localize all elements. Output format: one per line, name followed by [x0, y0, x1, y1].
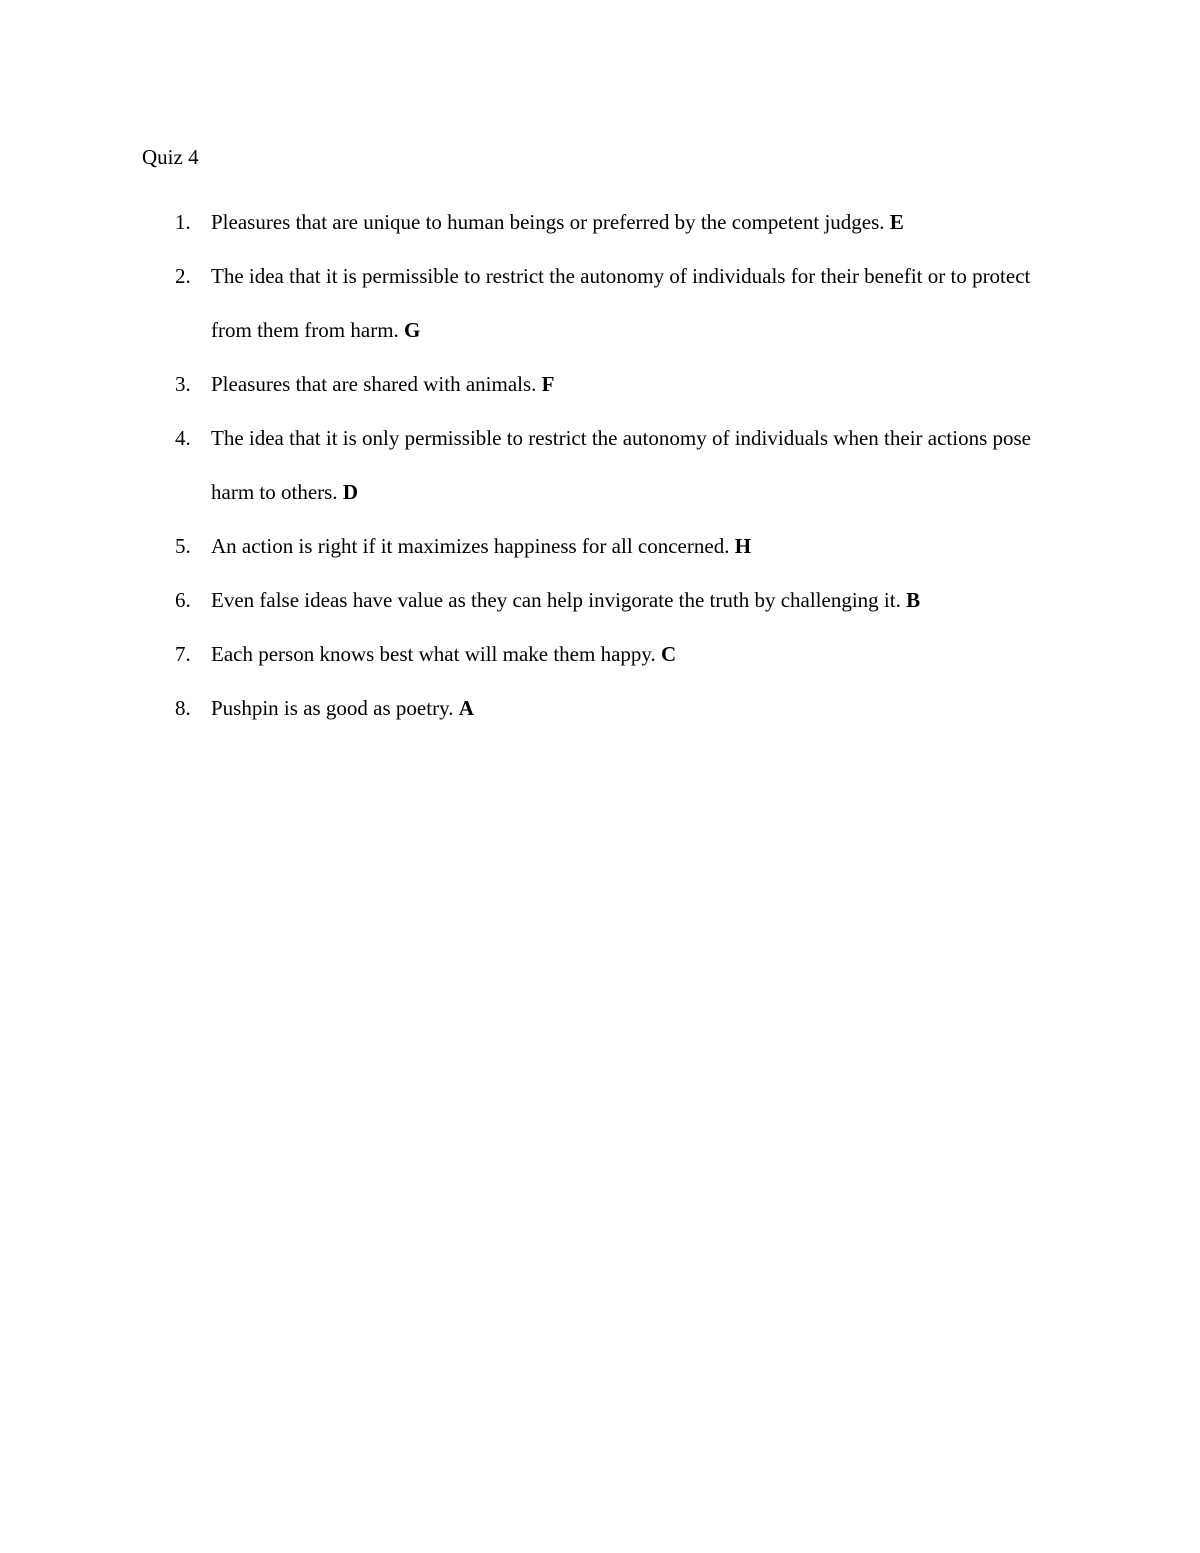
quiz-title: Quiz 4: [142, 145, 199, 169]
quiz-item-6: [0, 573, 1200, 627]
quiz-answer: E: [889, 210, 904, 234]
quiz-answer: F: [541, 372, 555, 396]
quiz-item-number: 1.: [175, 210, 191, 234]
quiz-item-text: Even false ideas have value as they can help invigorate the truth by challenging it.: [211, 588, 901, 612]
quiz-item-3: [0, 357, 1200, 411]
quiz-item-number: 2.: [175, 264, 191, 288]
quiz-item-content: [211, 573, 1071, 627]
quiz-answer: B: [906, 588, 921, 612]
quiz-item-7: [0, 627, 1200, 681]
quiz-item-number: 8.: [175, 696, 191, 720]
quiz-item-content: [211, 519, 1071, 573]
quiz-item-number: 7.: [175, 642, 191, 666]
quiz-item-text: An action is right if it maximizes happiness for all concerned.: [211, 534, 730, 558]
quiz-item-2: [0, 249, 1200, 357]
quiz-answer: D: [342, 480, 358, 504]
quiz-list: [0, 195, 1200, 735]
quiz-answer: H: [734, 534, 752, 558]
quiz-item-1: [0, 195, 1200, 249]
quiz-item-number: 3.: [175, 372, 191, 396]
quiz-item-content: [211, 249, 1071, 357]
quiz-item-content: [211, 357, 1071, 411]
quiz-item-content: [211, 411, 1071, 519]
quiz-item-number: 6.: [175, 588, 191, 612]
quiz-item-text: Each person knows best what will make them happy.: [211, 642, 656, 666]
quiz-answer: A: [458, 696, 474, 720]
quiz-answer: C: [661, 642, 677, 666]
quiz-item-4: [0, 411, 1200, 519]
quiz-item-text: Pleasures that are shared with animals.: [211, 372, 537, 396]
quiz-item-8: [0, 681, 1200, 735]
quiz-item-number: 4.: [175, 426, 191, 450]
quiz-item-number: 5.: [175, 534, 191, 558]
quiz-item-content: [211, 627, 1071, 681]
quiz-item-text: Pushpin is as good as poetry.: [211, 696, 454, 720]
quiz-item-text: The idea that it is only permissible to restrict the autonomy of individuals when their actions pose harm to others.: [211, 426, 1031, 504]
quiz-item-content: [211, 195, 1071, 249]
quiz-item-text: The idea that it is permissible to restrict the autonomy of individuals for their benefit or to protect from them from harm.: [211, 264, 1031, 342]
quiz-answer: G: [404, 318, 421, 342]
quiz-item-content: [211, 681, 1071, 735]
quiz-item-text: Pleasures that are unique to human beings or preferred by the competent judges.: [211, 210, 885, 234]
quiz-item-5: [0, 519, 1200, 573]
